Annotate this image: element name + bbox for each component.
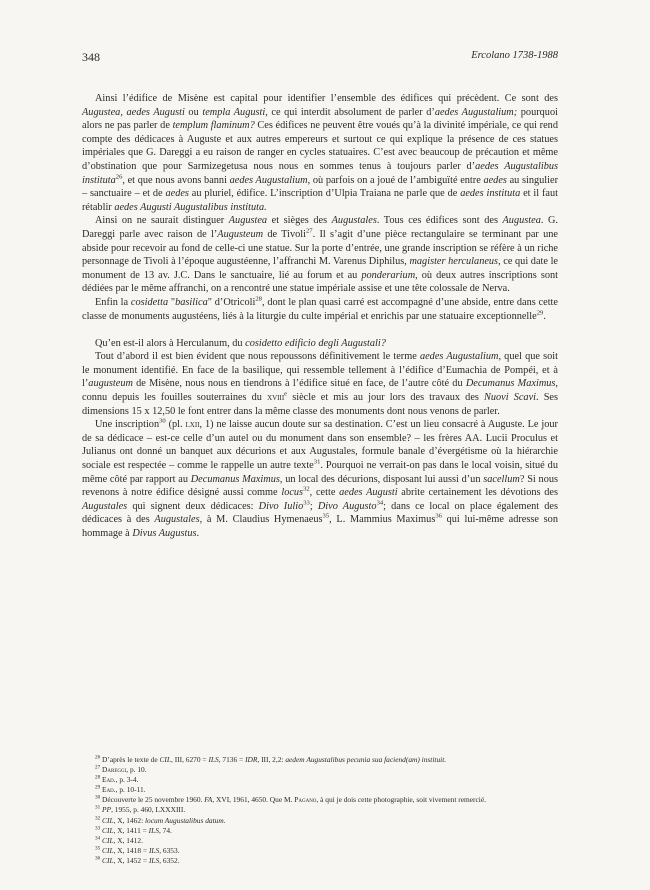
footnote xyxy=(82,826,558,836)
note-ref: 29 xyxy=(536,309,544,317)
footnote-number: 30 xyxy=(95,794,101,801)
text-run: au singulier – sanctuaire – et de xyxy=(82,174,559,200)
text-run: de Tivoli xyxy=(263,228,306,240)
italic-text: CIL xyxy=(102,855,114,865)
text-run: , un local des décurions, disposant lui aussi d’un xyxy=(279,473,484,485)
italic-text: magister herculaneus xyxy=(409,256,499,268)
italic-text: Augustea xyxy=(228,215,268,227)
italic-text: ILS xyxy=(148,845,160,855)
note-ref: 30 xyxy=(159,417,166,425)
italic-text: aedes Augustalium xyxy=(419,351,499,363)
italic-text: Divo Augusto xyxy=(317,500,377,512)
footnote xyxy=(82,805,558,815)
italic-text: Augustea, aedes Augusti xyxy=(82,106,185,118)
text-run: , 1955, p. 460, LXXXIII. xyxy=(111,805,186,815)
italic-text: FA xyxy=(204,795,213,805)
text-run: E xyxy=(100,785,107,795)
text-run: Qu’en est-il alors à Herculanum, du xyxy=(95,337,246,349)
text-run: . G. Dareggi parle avec raison de l’ xyxy=(82,215,558,240)
text-run: , 7136 = xyxy=(218,755,246,764)
italic-text: templa Augusti xyxy=(202,106,266,118)
footnote xyxy=(82,856,558,866)
note-ref: 26 xyxy=(115,173,123,181)
note-ref: 31 xyxy=(313,458,321,466)
italic-text: CIL xyxy=(102,845,114,855)
paragraph xyxy=(82,337,558,351)
text-run: Ainsi l’édifice de Misène est capital pour identifier l’ensemble des édifices qui précèdent. Ce sont des xyxy=(95,93,558,104)
text-run: " xyxy=(168,296,176,308)
italic-text: Decumanus Maximus xyxy=(465,378,556,390)
text-run: , ce qui interdit absolument de parler d’ xyxy=(265,106,435,118)
text-run: Découverte le 25 novembre 1960. xyxy=(100,795,205,805)
italic-text: CIL xyxy=(102,825,114,835)
text-run: Ainsi on ne saurait distinguer xyxy=(95,215,229,227)
text-run: . Il s’agit d’une pièce rectangulaire se terminant par une abside pour recevoir au fond de celle-ci une statue. Sur la porte d’entrée, une grande inscription se réfère à un riche personnage de Tivoli à l’époque augustéenne, l’affranchi M. Varenus Diphilus, xyxy=(82,228,558,268)
text-run: qui lui-même adresse son hommage à xyxy=(82,514,558,539)
italic-text: Decumanus Maximus xyxy=(190,473,280,485)
footnote-number: 32 xyxy=(95,815,101,822)
paragraph xyxy=(82,214,558,296)
italic-text: aedes Augusti xyxy=(339,487,398,499)
text-run: abrite certainement les dévotions des xyxy=(397,487,559,499)
footnote-number: 31 xyxy=(95,805,101,811)
italic-text: Augustea xyxy=(502,215,541,227)
italic-text: aedes xyxy=(483,174,507,186)
text-run: . Pourquoi ne verrait-on pas dans le local voisin, situé du même côté par rapport au xyxy=(82,460,558,485)
italic-text: basilica xyxy=(175,296,208,308)
text-run: , dont le plan quasi carré est accompagné d’une abside, entre dans cette classe de monuments augustéens, liés à la liturgie du culte impérial et enrichis par une statuaire exceptionnelle xyxy=(82,296,558,322)
note-ref: 33 xyxy=(303,499,310,507)
italic-text: ILS xyxy=(148,825,159,835)
text-run: et sièges des xyxy=(267,215,332,227)
small-caps-text: areggi xyxy=(107,765,127,775)
small-caps-text: xviii xyxy=(267,392,285,404)
footnote xyxy=(82,836,558,846)
italic-text: locum Augustalibus datum. xyxy=(144,815,226,825)
text-run: , X, 1452 = xyxy=(113,855,149,865)
text-run: , 74. xyxy=(158,825,172,835)
text-run: , et que nous avons banni xyxy=(122,174,230,186)
italic-text: augusteum xyxy=(88,378,133,390)
running-title: Ercolano 1738-1988 xyxy=(471,50,558,61)
text-run: . Ses dimensions 15 x 12,50 le font entrer dans la même classe des monuments dont nous venons de parler. xyxy=(82,392,559,417)
footnote xyxy=(82,816,558,826)
italic-text: Augustales xyxy=(82,500,128,512)
note-ref: 28 xyxy=(255,295,262,303)
text-run: , X, 1418 = xyxy=(113,845,149,855)
text-run: , où parfois on a joué de l’ambiguïté entre xyxy=(307,174,484,186)
note-ref: 34 xyxy=(376,499,384,507)
text-run: . Tous ces édifices sont des xyxy=(376,215,503,227)
page-number: 348 xyxy=(82,50,100,64)
text-run: ., p. 10-11. xyxy=(113,785,146,795)
footnote-number: 33 xyxy=(95,825,101,832)
text-run: D’après le texte de xyxy=(100,755,160,764)
note-ref: 35 xyxy=(322,512,330,520)
text-run: au pluriel, édifice. L’inscription d’Ulpia Traiana ne parle que de xyxy=(188,188,461,200)
footnote xyxy=(82,755,558,765)
italic-text: CIL xyxy=(102,815,114,825)
italic-text: ponderarium xyxy=(361,269,416,281)
italic-text: ILS xyxy=(148,855,160,865)
body-text xyxy=(82,92,558,541)
text-run: Ces édifices ne peuvent être voués qu’à la divinité impériale, ce qui rend compte des dédicaces à Auguste et aux autres empereurs et surtout ce qui explique la présence de ces statues impériales que G. Dareggi a eu raison de ranger en cycles statuaires. C’est avec beaucoup de précaution et même d’obstination que pour Sarmizegetusa nous nous en sommes tenus à toujours parler d’ xyxy=(82,120,558,172)
footnote xyxy=(82,785,558,795)
text-run: , 6352. xyxy=(159,855,180,865)
text-run: ; dans ce local on place également des dédicaces à des xyxy=(82,500,558,526)
text-run: , X, 1411 = xyxy=(113,825,149,835)
text-run: et il faut rétablir xyxy=(82,188,558,213)
italic-text: aedem Augustalibus pecunia sua faciend(am) instituit. xyxy=(285,755,447,764)
footnote-number: 28 xyxy=(95,774,101,781)
page-header xyxy=(82,50,558,66)
text-run: , cette xyxy=(309,487,340,499)
text-run: siècle et mis au jour lors des travaux des xyxy=(287,392,484,404)
italic-text: Augustales xyxy=(331,215,377,227)
text-run: " d’Otricoli xyxy=(207,296,256,308)
italic-text: ILS xyxy=(208,755,219,764)
italic-text: locus xyxy=(281,487,304,499)
italic-text: templum flaminum? xyxy=(172,120,255,132)
italic-text: PP xyxy=(102,805,112,815)
italic-text: Nuovi Scavi xyxy=(484,392,537,404)
italic-text: aedes Augusti Augustalibus instituta. xyxy=(114,201,267,213)
text-run: , III, 2,2: xyxy=(257,755,286,764)
text-run: , XVI, 1961, 4650. Que M. P xyxy=(212,795,299,805)
italic-text: CIL xyxy=(102,835,114,845)
text-run: , connu depuis les fouilles souterraines du xyxy=(82,378,558,404)
note-ref: e xyxy=(284,390,288,398)
italic-text: CIL xyxy=(159,755,172,764)
italic-text: Augusteum xyxy=(217,228,264,240)
italic-text: Augustales xyxy=(154,514,200,526)
paragraph xyxy=(82,296,558,323)
small-caps-text: agano xyxy=(298,795,317,805)
italic-text: aedes Augustalium; xyxy=(434,106,518,118)
paragraph xyxy=(82,418,558,540)
text-run: , 6353. xyxy=(159,845,180,855)
footnote xyxy=(82,795,558,805)
note-ref: 27 xyxy=(306,227,313,235)
text-run: (pl. xyxy=(165,419,186,431)
text-run: ou xyxy=(184,106,203,118)
text-run: , ce qui date le monument de 13 av. J.C. Dans le sanctuaire, lié au forum et au xyxy=(82,256,558,281)
text-run: de Misène, nous nous en tiendrons à l’édifice situé en face, de l’autre côté du xyxy=(132,378,466,390)
text-run: , X, 1412. xyxy=(113,835,143,845)
small-caps-text: ad xyxy=(106,775,114,785)
footnote-number: 34 xyxy=(95,835,101,842)
text-run: , quel que soit le monument identifié. En face de la basilique, qui ressemble tellement à l’édifice d’Eumachia de Pompéi, et à l’ xyxy=(82,351,558,390)
text-run: qui signent deux dédicaces: xyxy=(127,500,259,512)
text-run: , X, 1462: xyxy=(113,815,145,825)
text-run: ? Si nous revenons à notre édifice désigné aussi comme xyxy=(82,473,559,499)
text-run: ., p. 3-4. xyxy=(113,775,139,785)
text-run: D xyxy=(100,765,108,775)
text-run: pourquoi alors ne pas parler de xyxy=(82,106,558,132)
italic-text: IDR xyxy=(245,755,258,764)
text-run: , L. Mammius Maximus xyxy=(329,514,436,526)
text-run: , p. 10. xyxy=(126,765,147,775)
footnote-number: 27 xyxy=(95,764,101,771)
text-run: ; xyxy=(309,500,318,512)
text-run: . xyxy=(196,528,200,539)
text-run: Une inscription xyxy=(95,419,160,431)
small-caps-text: lxii xyxy=(185,419,200,431)
paragraph xyxy=(82,92,558,214)
footnote-number: 29 xyxy=(95,784,101,791)
italic-text: Divo Iulio xyxy=(258,500,304,512)
note-ref: 36 xyxy=(435,512,442,520)
note-ref: 32 xyxy=(303,485,310,493)
footnote-number: 36 xyxy=(95,855,101,862)
text-run: , à M. Claudius Hymenaeus xyxy=(199,514,323,526)
italic-text: aedes Augustalibus instituta xyxy=(82,160,558,186)
text-run: E xyxy=(100,775,107,785)
footnote-number: 26 xyxy=(95,754,101,761)
italic-text: cosidetto edificio degli Augustali? xyxy=(245,337,386,349)
text-run: Enfin la xyxy=(95,296,131,308)
text-run: , 1) ne laisse aucun doute sur sa destination. C’est un lieu consacré à Auguste. Le jour de sa dédicace – est-ce celle d’un autel ou du monument dans son ensemble? – les frères AA. Lucii Proculus et Julianus ont donné un banquet aux décurions et aux Augustales, formule banale d’évergétisme où la hiérarchie sociale est respectée – comme le rappelle un autre texte xyxy=(82,419,558,472)
italic-text: aedes xyxy=(165,188,189,200)
footnote-number: 35 xyxy=(95,845,101,852)
footnotes xyxy=(82,755,558,866)
italic-text: sacellum xyxy=(483,473,520,485)
small-caps-text: ad xyxy=(106,785,114,795)
italic-text: Divus Augustus xyxy=(132,528,197,539)
italic-text: aedes Augustalium xyxy=(229,174,308,186)
text-run: . xyxy=(543,310,546,322)
text-run: , à qui je dois cette photographie, soit vivement remercié. xyxy=(316,795,486,805)
footnote xyxy=(82,765,558,775)
paragraph xyxy=(82,350,558,418)
text-run: , III, 6270 = xyxy=(171,755,209,764)
italic-text: cosidetta xyxy=(130,296,169,308)
footnote xyxy=(82,775,558,785)
text-run: , où deux autres inscriptions sont dédiées par le même affranchi, on a rencontré une statue impériale assise et une tête colossale de Nerva. xyxy=(82,269,558,295)
footnote xyxy=(82,846,558,856)
text-run: Tout d’abord il est bien évident que nous repoussons définitivement le terme xyxy=(95,351,420,363)
italic-text: aedes instituta xyxy=(460,188,521,200)
